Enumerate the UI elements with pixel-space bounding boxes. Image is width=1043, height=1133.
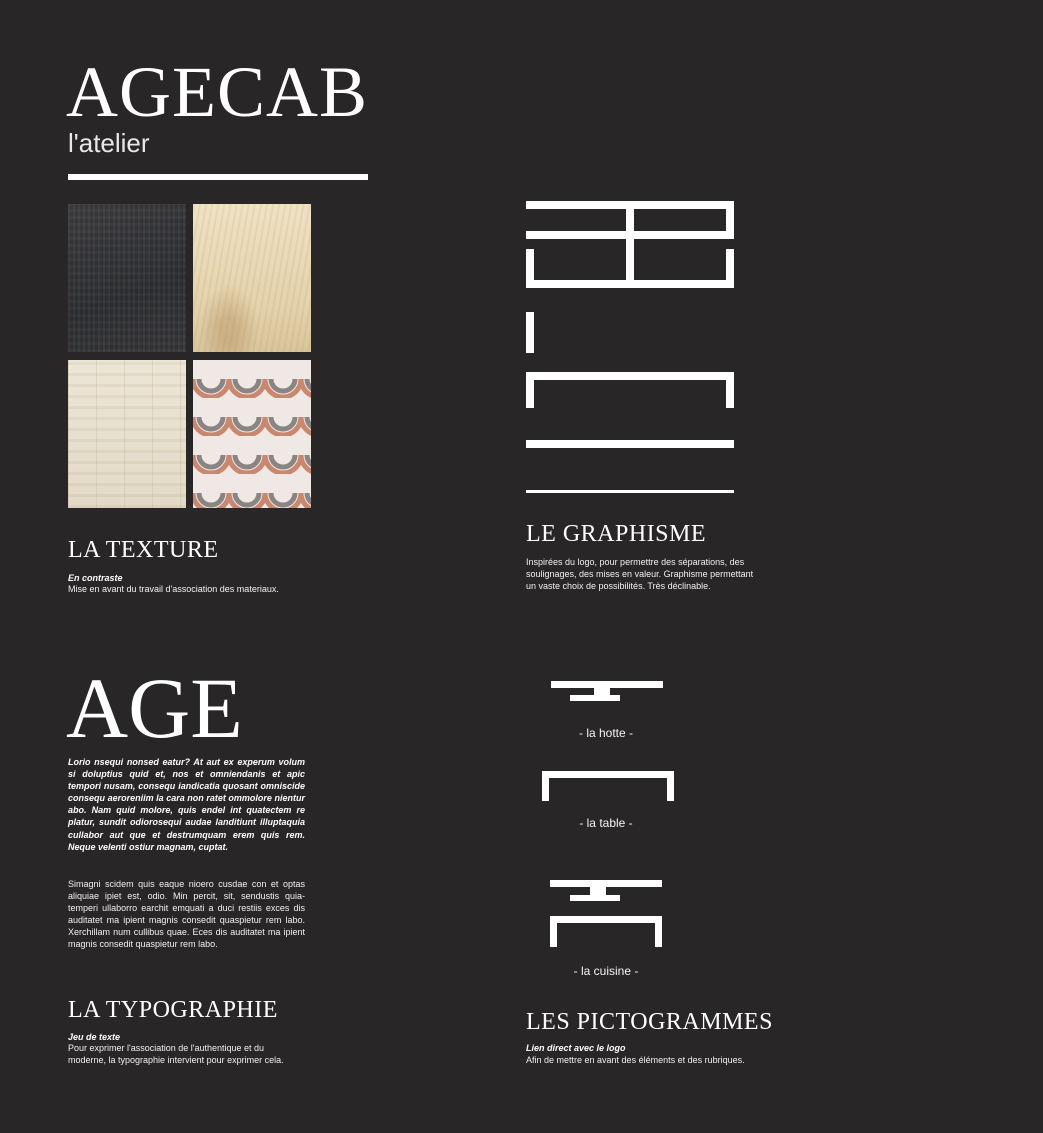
scale-pattern: [193, 360, 311, 508]
brand-title: AGECAB: [66, 52, 369, 132]
typographie-line-1: Pour exprimer l'association de l'authentique et du: [68, 1043, 265, 1053]
picto-label-table: - la table -: [579, 816, 633, 830]
graphisme-line-1: Inspirées du logo, pour permettre des séparations, des: [526, 557, 745, 567]
typography-sample-title: AGE: [66, 660, 243, 756]
brand-subtitle: l'atelier: [68, 128, 150, 158]
texture-subtitle: En contraste: [68, 573, 123, 583]
texture-title: LA TEXTURE: [68, 537, 219, 563]
texture-text: Mise en avant du travail d'association des materiaux.: [68, 584, 279, 594]
pictogrammes-title: LES PICTOGRAMMES: [526, 1009, 773, 1035]
picto-label-cuisine: - la cuisine -: [573, 964, 639, 978]
pictogrammes-subtitle: Lien direct avec le logo: [526, 1043, 626, 1053]
graphisme-line-3: un vaste choix de possibilités. Très déclinable.: [526, 581, 711, 591]
typographie-title: LA TYPOGRAPHIE: [68, 997, 278, 1023]
picto-label-hotte: - la hotte -: [578, 726, 634, 740]
texture-swatch-scale-tile: [193, 360, 311, 508]
texture-swatch-light-wood: [193, 204, 311, 352]
texture-swatch-white-wood: [68, 360, 186, 508]
texture-swatch-slate: [68, 204, 186, 352]
typography-sample-regular-text: Simagni scidem quis eaque nioero cusdae con et optas aliquiae ipiet est, odio. Min percit, sit, sendustis quia-temperi ullaborro earchit emquati a duci restiis exces dis auditatet ma ipient magnis consedit quaspietur rem labo. Xerchillam num cullibus quae. Eces dis auditatet ma ipient magnis consedit quaspietur rem labo.: [68, 879, 305, 950]
graphisme-title: LE GRAPHISME: [526, 521, 707, 547]
hood-icon: [548, 678, 666, 702]
brand-rule: [68, 174, 368, 180]
graphisme-line-2: soulignages, des mises en valeur. Graphisme permettant: [526, 569, 754, 579]
pictogrammes-text: Afin de mettre en avant des éléments et des rubriques.: [526, 1055, 745, 1065]
typographie-subtitle: Jeu de texte: [68, 1032, 121, 1042]
kitchen-icon: [546, 876, 668, 950]
table-icon: [538, 768, 678, 804]
typographie-line-2: moderne, la typographie intervient pour exprimer cela.: [68, 1055, 284, 1065]
typography-sample-bold-text: Lorio nsequi nonsed eatur? At aut ex experum volum si doluptius quid et, nos et omniendanis et apic tempori nusam, consequ iandicatia quosant omniscide consequ aeroreniim la cara non ratet ommolore nientur abo. Nam quid molore, quis endel int quatectem re platur, sundit odiorosequi audae landitiunt illuptaquia cullabor aut que et destrumquam erem quis rem. Neque velenti ostiur magnam, cuptat.: [68, 757, 305, 852]
graphic-logo-elements: [520, 196, 740, 498]
